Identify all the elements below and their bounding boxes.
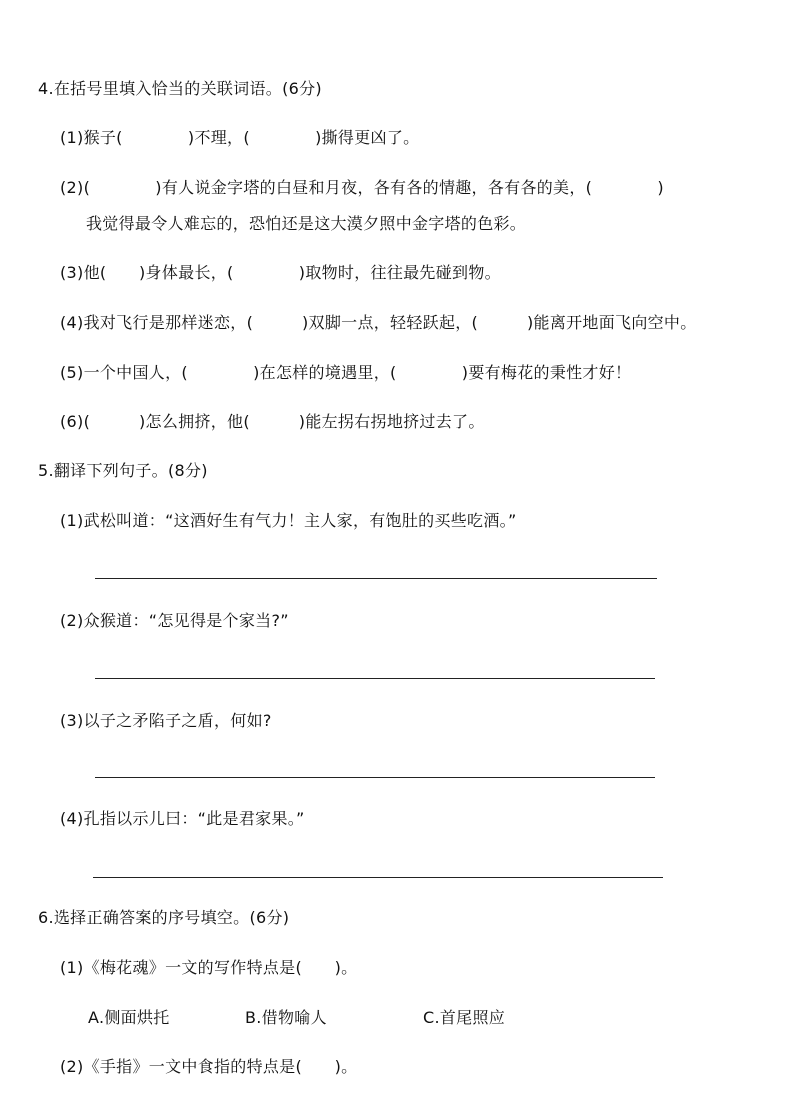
q5-item-1: (1)武松叫道：“这酒好生有气力！主人家，有饱肚的买些吃酒。” xyxy=(60,511,517,530)
q4-item-6: (6)( )怎么拥挤，他( )能左拐右拐地挤过去了。 xyxy=(60,412,485,431)
question-4-title: 4.在括号里填入恰当的关联词语。(6分) xyxy=(38,79,322,98)
q6-item-2: (2)《手指》一文中食指的特点是( )。 xyxy=(60,1057,358,1076)
q6-option-c: C.首尾照应 xyxy=(423,1008,506,1027)
q5-item-3: (3)以子之矛陷子之盾，何如? xyxy=(60,711,272,730)
q6-item-1: (1)《梅花魂》一文的写作特点是( )。 xyxy=(60,958,358,977)
q4-item-1: (1)猴子( )不理，( )撕得更凶了。 xyxy=(60,128,420,147)
answer-line-3[interactable] xyxy=(95,777,655,778)
q4-item-2-line-2: 我觉得最令人难忘的，恐怕还是这大漠夕照中金字塔的色彩。 xyxy=(86,214,527,233)
q5-item-4: (4)孔指以示儿曰：“此是君家果。” xyxy=(60,809,305,828)
question-6-title: 6.选择正确答案的序号填空。(6分) xyxy=(38,908,290,927)
answer-line-2[interactable] xyxy=(95,678,655,679)
q4-item-5: (5)一个中国人，( )在怎样的境遇里，( )要有梅花的秉性才好！ xyxy=(60,363,632,382)
answer-line-1[interactable] xyxy=(95,578,657,579)
q5-item-2: (2)众猴道：“怎见得是个家当?” xyxy=(60,611,289,630)
question-5-title: 5.翻译下列句子。(8分) xyxy=(38,461,208,480)
q4-item-2-line-1: (2)( )有人说金字塔的白昼和月夜，各有各的情趣，各有各的美，( ) xyxy=(60,178,664,197)
q6-option-a: A.侧面烘托 xyxy=(88,1008,170,1027)
q6-option-b: B.借物喻人 xyxy=(245,1008,327,1027)
q4-item-4: (4)我对飞行是那样迷恋，( )双脚一点，轻轻跃起，( )能离开地面飞向空中。 xyxy=(60,313,697,332)
q4-item-3: (3)他( )身体最长，( )取物时，往往最先碰到物。 xyxy=(60,263,501,282)
answer-line-4[interactable] xyxy=(93,877,663,878)
